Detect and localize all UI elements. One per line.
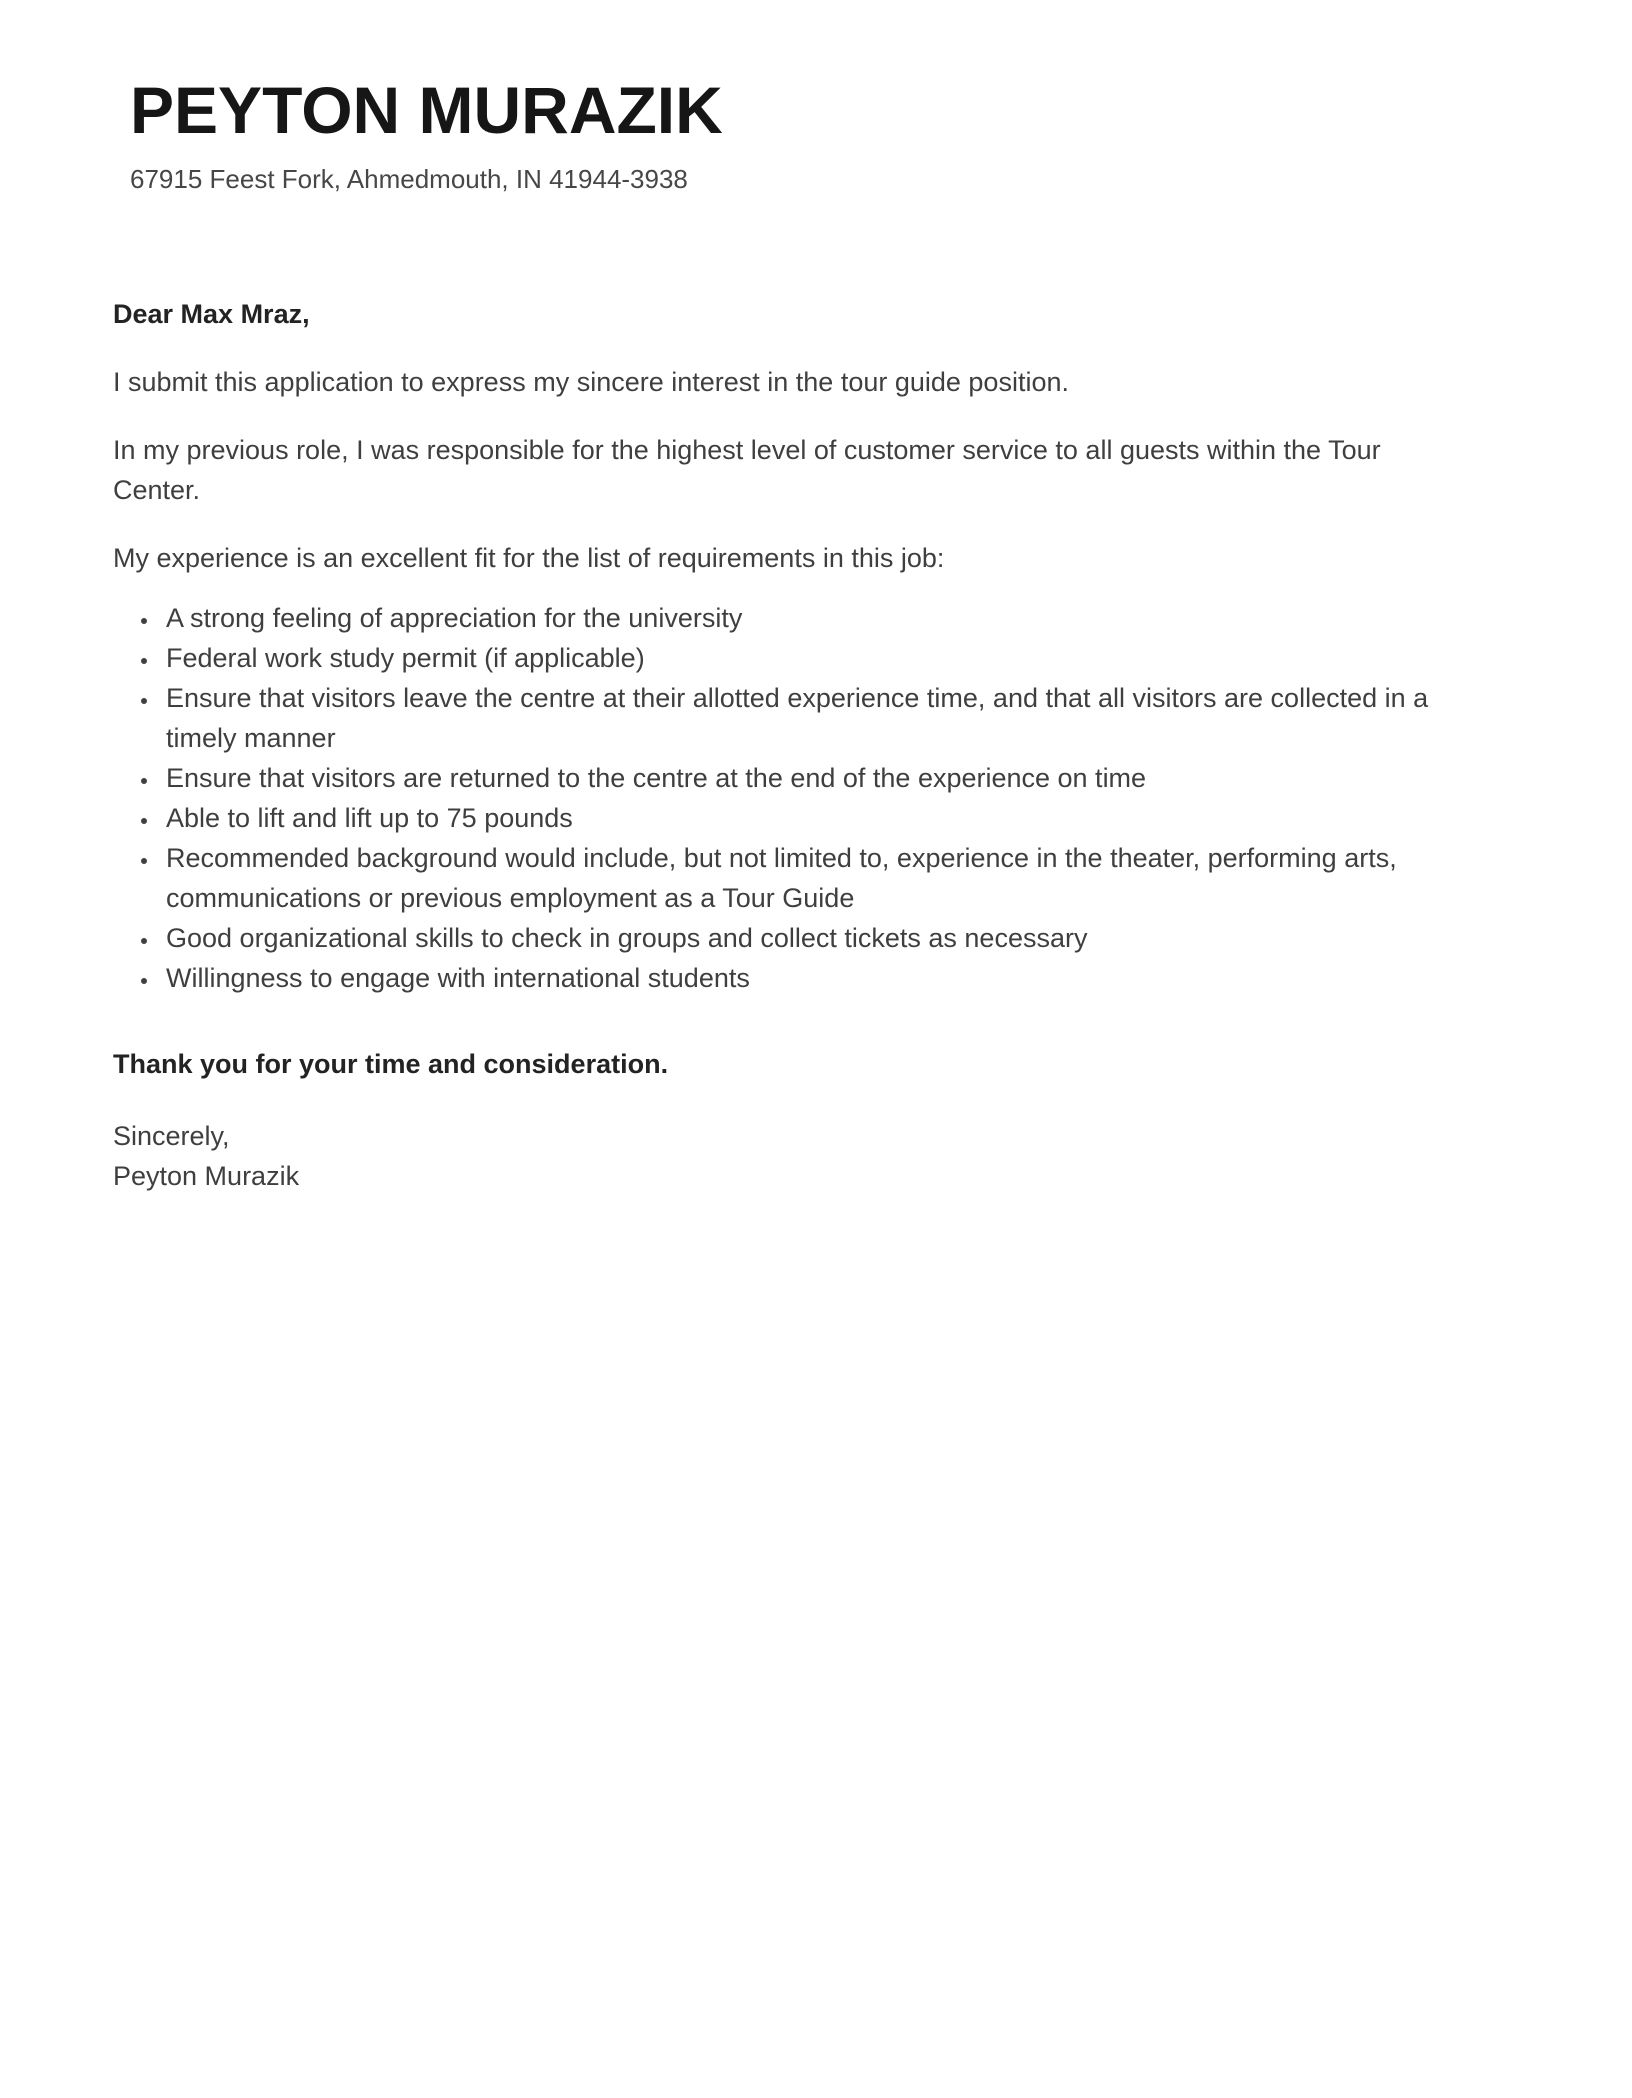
requirements-list: [113, 598, 1468, 998]
closing-statement: Thank you for your time and consideration.: [113, 1048, 669, 1079]
paragraph-experience-fit: My experience is an excellent fit for the list of requirements in this job:: [113, 542, 945, 573]
paragraph-previous-role: In my previous role, I was responsible for the highest level of customer service to all guests within the Tour Center.: [113, 434, 1381, 505]
requirement-item: • A strong feeling of appreciation for the university: [160, 598, 1468, 638]
signoff-block: [113, 1116, 1468, 1196]
requirement-item: • Recommended background would include, but not limited to, experience in the theater, performing arts, communications or previous employment as a Tour Guide: [160, 838, 1468, 918]
requirement-item: • Willingness to engage with international students: [160, 958, 1468, 998]
applicant-address: 67915 Feest Fork, Ahmedmouth, IN 41944-3938: [130, 163, 688, 194]
requirement-item: • Federal work study permit (if applicable): [160, 638, 1468, 678]
requirement-item: • Ensure that visitors are returned to the centre at the end of the experience on time: [160, 758, 1468, 798]
signature-name: Peyton Murazik: [113, 1160, 300, 1191]
letter-body: [113, 294, 1468, 1196]
requirement-item: • Able to lift and lift up to 75 pounds: [160, 798, 1468, 838]
requirement-item: • Ensure that visitors leave the centre at their allotted experience time, and that all visitors are collected in a timely manner: [160, 678, 1468, 758]
paragraph-intro: I submit this application to express my sincere interest in the tour guide position.: [113, 366, 1069, 397]
applicant-name: PEYTON MURAZIK: [130, 73, 723, 147]
letter-header: [130, 74, 1512, 196]
greeting: Dear Max Mraz,: [113, 298, 310, 329]
requirement-item: • Good organizational skills to check in groups and collect tickets as necessary: [160, 918, 1468, 958]
signoff: Sincerely,: [113, 1120, 230, 1151]
